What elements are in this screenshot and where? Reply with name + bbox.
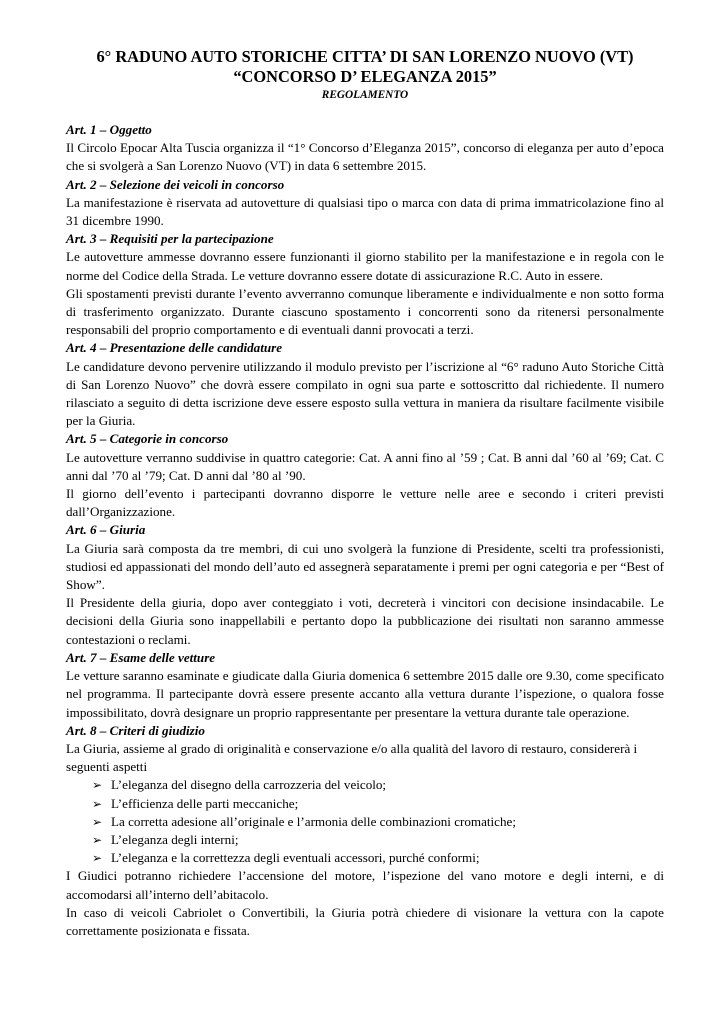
article-heading: Art. 7 – Esame delle vetture <box>66 649 216 665</box>
article-paragraph: Le vetture saranno esaminate e giudicate dalla Giuria domenica 6 settembre 2015 dalle ore 9.30, come specificato nel programma. Il partecipante dovrà essere presente accanto alla vettura durante l’ispezione, o qualora fosse impossibilitato, dovrà designare un proprio rappresentante per presentare la vettura durante tale operazione. <box>66 668 664 720</box>
criteria-item <box>92 831 664 849</box>
criteria-text: L’eleganza del disegno della carrozzeria del veicolo; <box>111 777 387 793</box>
regulation-body <box>66 121 664 940</box>
article-heading: Art. 5 – Categorie in concorso <box>66 431 229 447</box>
article-paragraph: Le autovetture ammesse dovranno essere funzionanti il giorno stabilito per la manifestazione e in regola con le norme del Codice della Strada. Le vetture dovranno essere dotate di assicurazione R.C. Auto in essere. <box>66 249 664 283</box>
article-paragraph: La Giuria sarà composta da tre membri, di cui uno svolgerà la funzione di Presidente, scelti tra professionisti, studiosi ed appassionati del mondo dell’auto ed assegnerà separatamente i premi per ogni categoria e per “Best of Show”. <box>66 540 664 593</box>
document-title: 6° RADUNO AUTO STORICHE CITTA’ DI SAN LORENZO NUOVO (VT) <box>96 47 634 66</box>
article-paragraph: La Giuria, assieme al grado di originalità e conservazione e/o alla qualità del lavoro di restauro, considererà i <box>66 740 638 756</box>
article-1 <box>66 121 664 176</box>
criteria-item <box>92 795 664 813</box>
criteria-text: L’eleganza e la correttezza degli eventuali accessori, purché conformi; <box>111 850 480 866</box>
article-4 <box>66 339 664 430</box>
article-paragraph: seguenti aspetti <box>66 759 148 775</box>
document-title-contest: “CONCORSO D’ ELEGANZA 2015” <box>233 67 497 86</box>
article-heading: Art. 4 – Presentazione delle candidature <box>66 340 283 356</box>
arrow-bullet-icon: ➢ <box>92 778 103 793</box>
article-paragraph: In caso di veicoli Cabriolet o Convertibili, la Giuria potrà chiedere di visionare la vettura con la capote correttamente posizionata e fissata. <box>66 904 664 938</box>
article-heading: Art. 1 – Oggetto <box>66 122 152 137</box>
article-paragraph: Le candidature devono pervenire utilizzando il modulo previsto per l’iscrizione al “6° raduno Auto Storiche Città di San Lorenzo Nuovo” che dovrà essere compilato in ogni sua parte e sottoscritto dal richiedente. Il numero rilasciato a seguito di detta iscrizione deve essere esposto sulla vettura in maniera da risultare facilmente visibile per la Giuria. <box>66 358 664 429</box>
article-paragraph: La manifestazione è riservata ad autovetture di qualsiasi tipo o marca con data di prima immatricolazione fino al 31 dicembre 1990. <box>66 194 664 229</box>
article-6 <box>66 521 664 648</box>
criteria-item <box>92 776 664 794</box>
criteria-text: L’eleganza degli interni; <box>111 831 239 847</box>
criteria-item <box>92 849 664 867</box>
article-5 <box>66 430 664 521</box>
article-paragraph: Il giorno dell’evento i partecipanti dovranno disporre le vetture nelle aree e secondo i criteri previsti dall’Organizzazione. <box>66 486 664 520</box>
article-paragraph: Il Circolo Epocar Alta Tuscia organizza il “1° Concorso d’Eleganza 2015”, concorso di eleganza per auto d’epoca che si svolgerà a San Lorenzo Nuovo (VT) in data 6 settembre 2015. <box>66 140 664 174</box>
arrow-bullet-icon: ➢ <box>92 796 103 811</box>
arrow-bullet-icon: ➢ <box>92 832 103 847</box>
article-paragraph: I Giudici potranno richiedere l’accensione del motore, l’ispezione del vano motore e degli interni, e di accomodarsi all’interno dell’abitacolo. <box>66 868 664 902</box>
article-heading: Art. 3 – Requisiti per la partecipazione <box>66 231 274 247</box>
article-paragraph: Le autovetture verranno suddivise in quattro categorie: Cat. A anni fino al ’59 ; Cat. B anni dal ’60 al ’69; Cat. C anni dal ’70 al ’79; Cat. D anni dal ’80 al ’90. <box>66 449 664 483</box>
criteria-text: La corretta adesione all’originale e l’armonia delle combinazioni cromatiche; <box>111 813 516 829</box>
arrow-bullet-icon: ➢ <box>92 851 103 866</box>
criteria-text: L’efficienza delle parti meccaniche; <box>111 795 299 811</box>
arrow-bullet-icon: ➢ <box>92 814 103 829</box>
article-3 <box>66 230 664 339</box>
article-paragraph: Il Presidente della giuria, dopo aver conteggiato i voti, decreterà i vincitori con decisione insindacabile. Le decisioni della Giuria sono inappellabili e pertanto dopo la pubblicazione dei risultati non saranno ammesse contestazioni o reclami. <box>66 595 664 647</box>
article-heading: Art. 2 – Selezione dei veicoli in concorso <box>66 176 285 192</box>
criteria-item <box>92 813 664 831</box>
document-subtitle: REGOLAMENTO <box>321 89 409 101</box>
article-heading: Art. 6 – Giuria <box>66 522 146 538</box>
article-heading: Art. 8 – Criteri di giudizio <box>66 722 205 738</box>
document-page <box>66 47 664 940</box>
article-2 <box>66 176 664 231</box>
article-7 <box>66 649 664 722</box>
article-paragraph: Gli spostamenti previsti durante l’evento avverranno comunque liberamente e individualmente e non sotto forma di trasferimento organizzato. Durante ciascuno spostamento i concorrenti sono da ritenersi personalmente responsabili del proprio comportamento e di eventuali danni provocati a terzi. <box>66 285 664 338</box>
article-8 <box>66 722 664 940</box>
criteria-list <box>66 776 664 867</box>
